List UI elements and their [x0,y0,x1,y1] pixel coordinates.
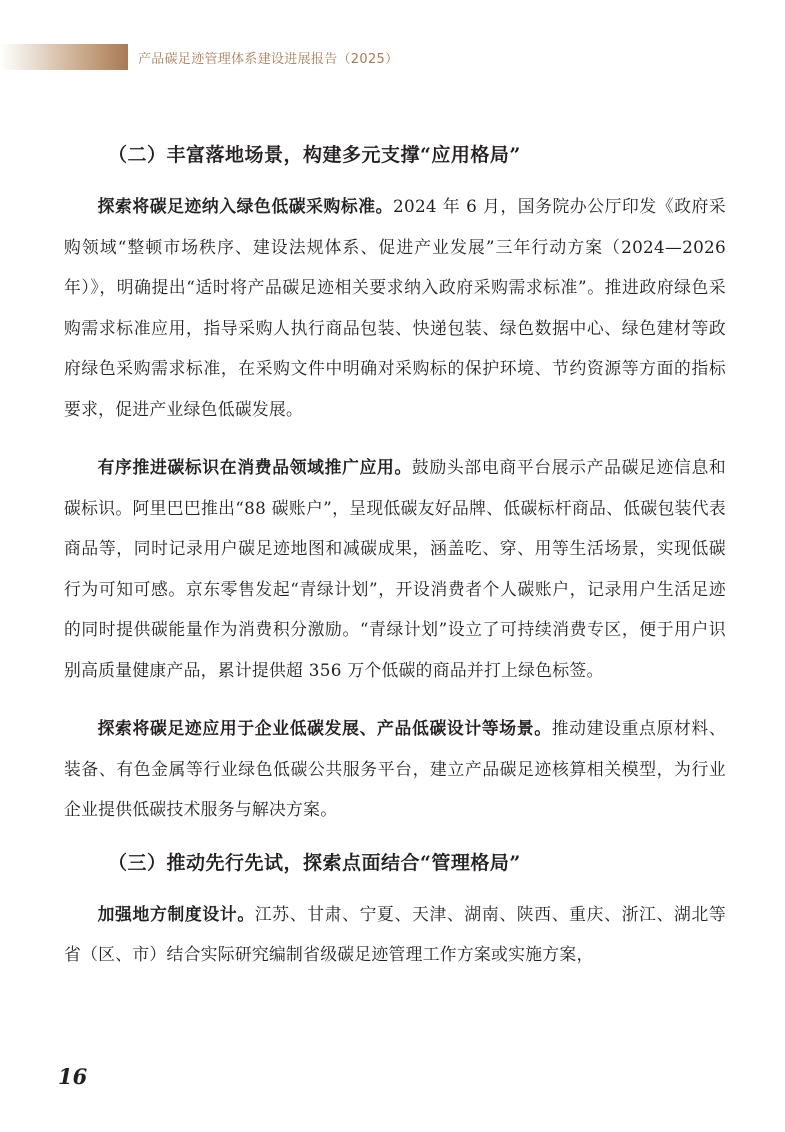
paragraph-lead: 加强地方制度设计。 [97,903,255,924]
paragraph-body: 鼓励头部电商平台展示产品碳足迹信息和碳标识。阿里巴巴推出“88 碳账户”，呈现低碳友好品牌、低碳标杆商品、低碳包装代表商品等，同时记录用户碳足迹地图和减碳成果，涵盖吃、穿、用等生活场景，实现低碳行为可知可感。京东零售发起“青绿计划”，开设消费者个人碳账户，记录用户生活足迹的同时提供碳能量作为消费积分激励。“青绿计划”设立了可持续消费专区，便于用户识别高质量健康产品，累计提供超 356 万个低碳的商品并打上绿色标签。 [64,457,726,680]
paragraph-body: 江苏、甘肃、宁夏、天津、湖南、陕西、重庆、浙江、湖北等省（区、市）结合实际研究编制省级碳足迹管理工作方案或实施方案， [64,903,726,964]
paragraph-enterprise-scenarios [64,708,726,830]
paragraph-local-institutions [64,894,726,975]
paragraph-body: 推动建设重点原材料、装备、有色金属等行业绿色低碳公共服务平台，建立产品碳足迹核算相关模型，为行业企业提供低碳技术服务与解决方案。 [64,718,726,819]
paragraph-lead: 探索将碳足迹纳入绿色低碳采购标准。 [97,196,393,216]
page-number: 16 [58,1064,88,1089]
paragraph-consumer-labels [64,447,726,690]
section-heading-3: （三）推动先行先试，探索点面结合“管理格局” [108,851,521,874]
paragraph-body: 2024 年 6 月，国务院办公厅印发《政府采购领域“整顿市场秩序、建设法规体系、促进产业发展”三年行动方案（2024—2026 年）》，明确提出“适时将产品碳足迹相关要求纳入政府采购需求标准”。推进政府绿色采购需求标准应用，指导采购人执行商品包装、快递包装、绿色数据中心、绿色建材等政府绿色采购需求标准，在采购文件中明确对采购标的保护环境、节约资源等方面的指标要求，促进产业绿色低碳发展。 [64,196,726,419]
section-heading-2: （二）丰富落地场景，构建多元支撑“应用格局” [108,144,521,166]
main-content [64,140,726,993]
paragraph-lead: 探索将碳足迹应用于企业低碳发展、产品低碳设计等场景。 [97,718,552,738]
running-header-title: 产品碳足迹管理体系建设进展报告（2025） [138,52,399,67]
paragraph-procurement [64,186,726,429]
paragraph-lead: 有序推进碳标识在消费品领域推广应用。 [97,457,412,477]
header-decorative-bar [0,44,128,70]
